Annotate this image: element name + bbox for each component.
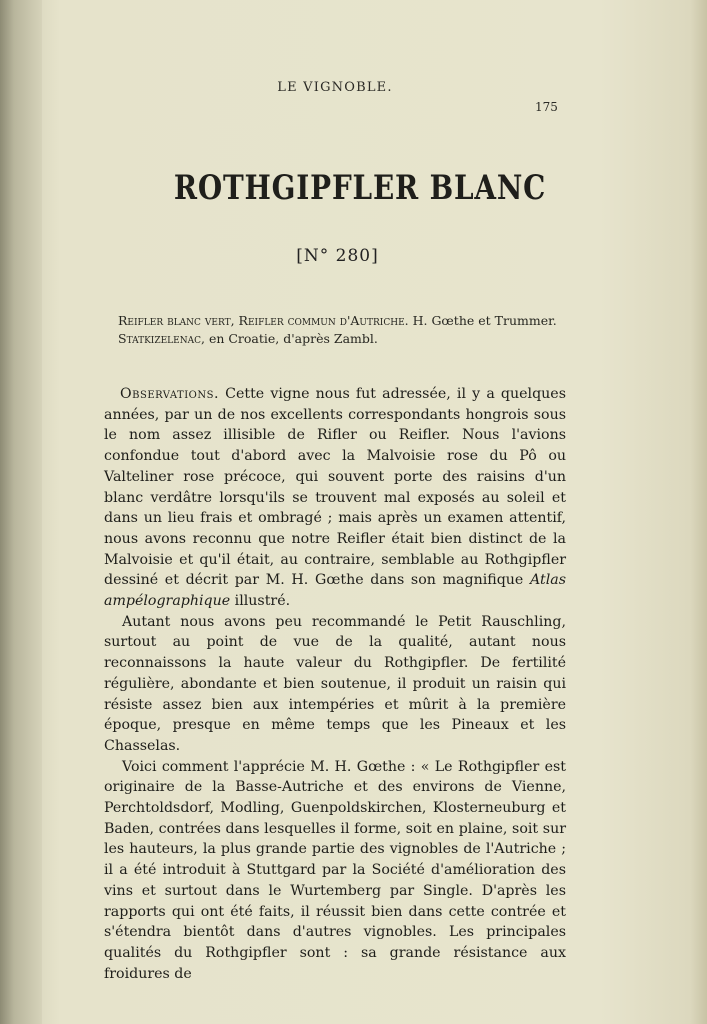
synonyms-names-2: Statkizelenac, (118, 331, 205, 346)
variety-number: [N° 280] (296, 246, 379, 266)
synonyms-source-1: H. Gœthe et Trummer. (408, 313, 557, 328)
paragraph-2: Autant nous avons peu recommandé le Petit Rauschling, surtout au point de vue de la qualité, autant nous reconnaissons la haute valeur du Rothgipfler. De fertilité régulière, abondante et bien soutenue, il produit un raisin qui résiste assez bien aux intempéries et mûrit à la première époque, presque en même temps que les Pineaux et les Chasselas. (104, 613, 566, 754)
atlas-title: Atlas ampélographique (104, 572, 566, 610)
paragraph-observations (104, 384, 566, 612)
book-spine-shadow (0, 0, 42, 1024)
page-title: ROTHGIPFLER BLANC (173, 168, 547, 208)
synonyms-names-1: Reifler blanc vert, Reifler commun d'Autriche. (118, 313, 409, 328)
synonyms-source-2: en Croatie, d'après Zambl. (204, 331, 378, 346)
paragraph-1-text-a: Cette vigne nous fut adressée, il y a quelques années, par un de nos excellents correspondants hongrois sous le nom assez illisible de Rifler ou Reifler. Nous l'avions confondue tout d'abord avec la Malvoisie rose du Pô ou Valteliner rose précoce, qui souvent porte des raisins d'un blanc verdâtre lorsqu'ils se trouvent mal exposés au soleil et dans un lieu frais et ombragé ; mais après un examen attentif, nous avons reconnu que notre Reifler était bien distinct de la Malvoisie et qu'il était, au contraire, semblable au Rothgipfler dessiné et décrit par M. H. Gœthe dans son magnifique (104, 386, 566, 589)
paragraph-3: Voici comment l'apprécie M. H. Gœthe : « Le Rothgipfler est originaire de la Basse-Autriche et des environs de Vienne, Perchtoldsdorf, Modling, Guenpoldskirchen, Klosterneuburg et Baden, contrées dans lesquelles il forme, soit en plaine, soit sur les hauteurs, la plus grande partie des vignobles de l'Autriche ; il a été introduit à Stuttgard par la Société d'amélioration des vins et surtout dans le Wurtemberg par Single. D'après les rapports qui ont été faits, il réussit bien dans cette contrée et s'étendra bientôt dans d'autres vignobles. Les principales qualités du Rothgipfler sont : sa grande résistance aux froidures de (104, 758, 566, 982)
synonyms-line-1 (118, 312, 568, 330)
running-head: LE VIGNOBLE. (277, 80, 393, 95)
synonyms-line-2 (118, 330, 568, 348)
observations-label: Observations. (120, 386, 219, 402)
page-number: 175 (535, 100, 558, 114)
paragraph-1-text-b: illustré. (230, 593, 291, 610)
body-text (104, 384, 566, 984)
synonyms-block (118, 312, 568, 348)
